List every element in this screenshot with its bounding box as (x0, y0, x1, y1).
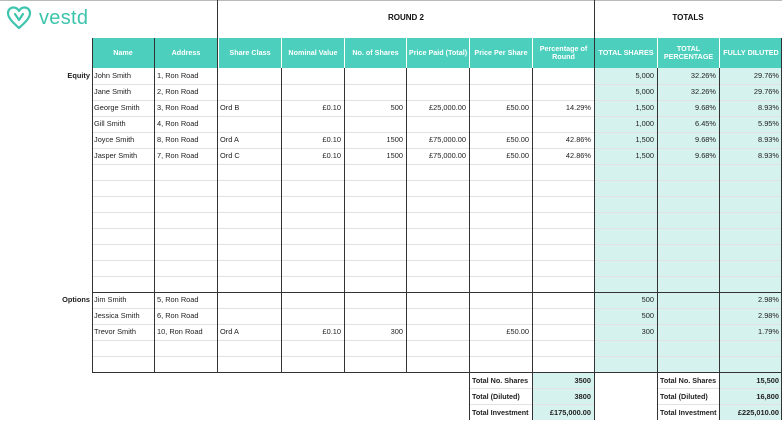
summary-value[interactable]: 15,500 (756, 376, 779, 385)
cell-fully-diluted[interactable]: 29.76% (753, 71, 779, 80)
cell-no-of-shares[interactable]: 500 (390, 103, 403, 112)
cell-share-class[interactable]: Ord C (220, 151, 240, 160)
cell-fully-diluted[interactable]: 8.93% (758, 135, 779, 144)
cell-total-shares[interactable]: 500 (641, 295, 654, 304)
cell-name[interactable]: Jessica Smith (94, 311, 140, 320)
summary-value[interactable]: 3500 (574, 376, 591, 385)
col-header-fully-diluted: FULLY DILUTED (720, 38, 782, 68)
cell-fully-diluted[interactable]: 8.93% (758, 151, 779, 160)
brand-name: vestd (39, 6, 89, 29)
cell-no-of-shares[interactable]: 1500 (386, 151, 403, 160)
cell-price-paid[interactable]: £75,000.00 (429, 135, 466, 144)
cell-total-shares[interactable]: 1,500 (635, 151, 654, 160)
cell-total-shares[interactable]: 500 (641, 311, 654, 320)
summary-label: Total No. Shares (472, 376, 529, 385)
cell-nominal-value[interactable]: £0.10 (322, 151, 341, 160)
cell-fully-diluted[interactable]: 8.93% (758, 103, 779, 112)
cell-name[interactable]: Jim Smith (94, 295, 127, 304)
cell-address[interactable]: 10, Ron Road (157, 327, 203, 336)
cell-name[interactable]: Joyce Smith (94, 135, 135, 144)
cell-total-shares[interactable]: 1,000 (635, 119, 654, 128)
summary-label: Total Investment (472, 408, 529, 417)
cell-address[interactable]: 4, Ron Road (157, 119, 199, 128)
cell-name[interactable]: Jasper Smith (94, 151, 138, 160)
cell-nominal-value[interactable]: £0.10 (322, 135, 341, 144)
cell-fully-diluted[interactable]: 2.98% (758, 295, 779, 304)
cell-total-shares[interactable]: 5,000 (635, 87, 654, 96)
cell-total-percentage[interactable]: 9.68% (695, 135, 716, 144)
cell-total-percentage[interactable]: 32.26% (690, 71, 716, 80)
col-header-address: Address (155, 38, 217, 68)
cell-price-paid[interactable]: £25,000.00 (429, 103, 466, 112)
summary-label: Total (Diluted) (660, 392, 708, 401)
cell-name[interactable]: Trevor Smith (94, 327, 137, 336)
cell-total-shares[interactable]: 1,500 (635, 135, 654, 144)
cell-address[interactable]: 7, Ron Road (157, 151, 199, 160)
cell-price-per-share[interactable]: £50.00 (506, 135, 529, 144)
cell-total-shares[interactable]: 5,000 (635, 71, 654, 80)
summary-label: Total Investment (660, 408, 717, 417)
summary-value[interactable]: £225,010.00 (737, 408, 779, 417)
cell-share-class[interactable]: Ord B (220, 103, 240, 112)
cell-nominal-value[interactable]: £0.10 (322, 103, 341, 112)
cell-fully-diluted[interactable]: 2.98% (758, 311, 779, 320)
cell-fully-diluted[interactable]: 1.79% (758, 327, 779, 336)
cell-total-percentage[interactable]: 9.68% (695, 151, 716, 160)
cell-name[interactable]: Jane Smith (94, 87, 131, 96)
cell-total-percentage[interactable]: 9.68% (695, 103, 716, 112)
col-header-price-per-share: Price Per Share (470, 38, 532, 68)
summary-label: Total No. Shares (660, 376, 717, 385)
col-header-nominal-value: Nominal Value (282, 38, 344, 68)
cell-total-shares[interactable]: 1,500 (635, 103, 654, 112)
cell-address[interactable]: 3, Ron Road (157, 103, 199, 112)
cell-name[interactable]: George Smith (94, 103, 140, 112)
cell-price-per-share[interactable]: £50.00 (506, 327, 529, 336)
cell-percentage-of-round[interactable]: 14.29% (565, 103, 591, 112)
cell-no-of-shares[interactable]: 1500 (386, 135, 403, 144)
col-header-total-percentage: TOTAL PERCENTAGE (658, 38, 719, 68)
cell-total-percentage[interactable]: 32.26% (690, 87, 716, 96)
col-header-percentage-of-round: Percentage of Round (533, 38, 594, 68)
totals-title: TOTALS (672, 13, 704, 22)
cell-address[interactable]: 8, Ron Road (157, 135, 199, 144)
cell-price-paid[interactable]: £75,000.00 (429, 151, 466, 160)
col-header-name: Name (92, 38, 154, 68)
summary-value[interactable]: £175,000.00 (549, 408, 591, 417)
cell-share-class[interactable]: Ord A (220, 327, 239, 336)
summary-value[interactable]: 3800 (574, 392, 591, 401)
cell-name[interactable]: Gill Smith (94, 119, 126, 128)
section-label-options: Options (62, 295, 90, 304)
round-title: ROUND 2 (387, 13, 424, 22)
cell-address[interactable]: 2, Ron Road (157, 87, 199, 96)
col-header-total-shares: TOTAL SHARES (595, 38, 657, 68)
cell-address[interactable]: 5, Ron Road (157, 295, 199, 304)
col-header-no-of-shares: No. of Shares (345, 38, 406, 68)
cell-price-per-share[interactable]: £50.00 (506, 151, 529, 160)
cell-price-per-share[interactable]: £50.00 (506, 103, 529, 112)
cell-fully-diluted[interactable]: 29.76% (753, 87, 779, 96)
cell-percentage-of-round[interactable]: 42.86% (565, 135, 591, 144)
cell-total-shares[interactable]: 300 (641, 327, 654, 336)
summary-label: Total (Diluted) (472, 392, 520, 401)
cell-fully-diluted[interactable]: 5.95% (758, 119, 779, 128)
cell-address[interactable]: 1, Ron Road (157, 71, 199, 80)
cell-share-class[interactable]: Ord A (220, 135, 239, 144)
cell-nominal-value[interactable]: £0.10 (322, 327, 341, 336)
col-header-share-class: Share Class (219, 38, 281, 68)
section-label-equity: Equity (67, 71, 90, 80)
cell-percentage-of-round[interactable]: 42.86% (565, 151, 591, 160)
cell-no-of-shares[interactable]: 300 (390, 327, 403, 336)
col-header-price-paid: Price Paid (Total) (407, 38, 469, 68)
cell-name[interactable]: John Smith (94, 71, 131, 80)
summary-value[interactable]: 16,800 (756, 392, 779, 401)
cell-address[interactable]: 6, Ron Road (157, 311, 199, 320)
cell-total-percentage[interactable]: 6.45% (695, 119, 716, 128)
